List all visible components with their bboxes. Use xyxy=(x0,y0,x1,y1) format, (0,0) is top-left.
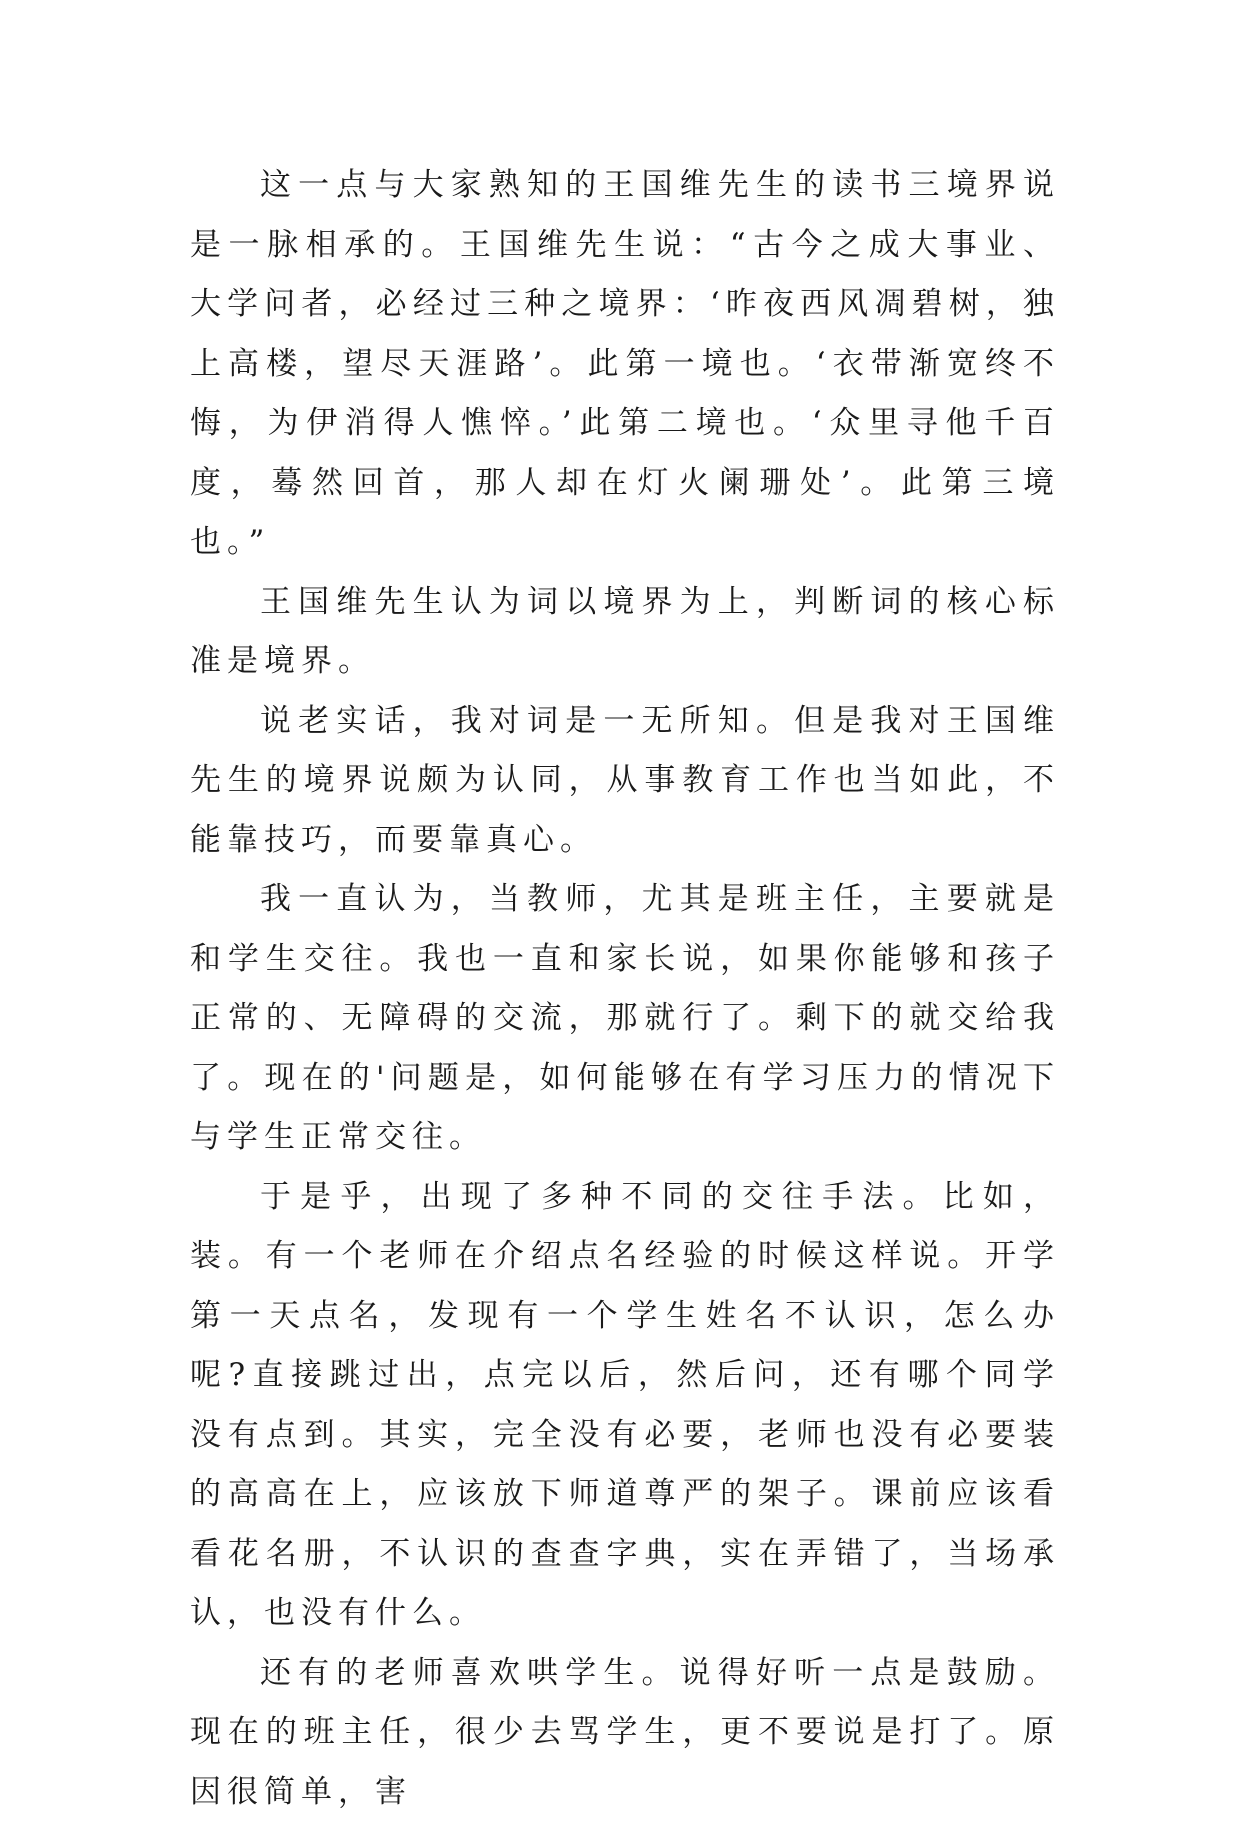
paragraph-4: 我一直认为，当教师，尤其是班主任，主要就是和学生交往。我也一直和家长说，如果你能够和孩子正常的、无障碍的交流，那就行了。剩下的就交给我了。现在的'问题是，如何能够在有学习压力的情况下与学生正常交往。 xyxy=(190,870,1060,1168)
paragraph-1: 这一点与大家熟知的王国维先生的读书三境界说是一脉相承的。王国维先生说：“古今之成大事业、大学问者，必经过三种之境界：‘昨夜西风凋碧树，独上高楼，望尽天涯路’。此第一境也。‘衣带渐宽终不悔，为伊消得人憔悴。’此第二境也。‘众里寻他千百度，蓦然回首，那人却在灯火阑珊处’。此第三境也。” xyxy=(190,156,1060,573)
paragraph-5: 于是乎，出现了多种不同的交往手法。比如，装。有一个老师在介绍点名经验的时候这样说。开学第一天点名，发现有一个学生姓名不认识，怎么办呢?直接跳过出，点完以后，然后问，还有哪个同学没有点到。其实，完全没有必要，老师也没有必要装的高高在上，应该放下师道尊严的架子。课前应该看看花名册，不认识的查查字典，实在弄错了，当场承认，也没有什么。 xyxy=(190,1168,1060,1644)
paragraph-6: 还有的老师喜欢哄学生。说得好听一点是鼓励。现在的班主任，很少去骂学生，更不要说是打了。原因很简单，害 xyxy=(190,1644,1060,1822)
paragraph-3: 说老实话，我对词是一无所知。但是我对王国维先生的境界说颇为认同，从事教育工作也当如此，不能靠技巧，而要靠真心。 xyxy=(190,692,1060,871)
document-body xyxy=(190,156,1060,1822)
paragraph-2: 王国维先生认为词以境界为上，判断词的核心标准是境界。 xyxy=(190,573,1060,692)
